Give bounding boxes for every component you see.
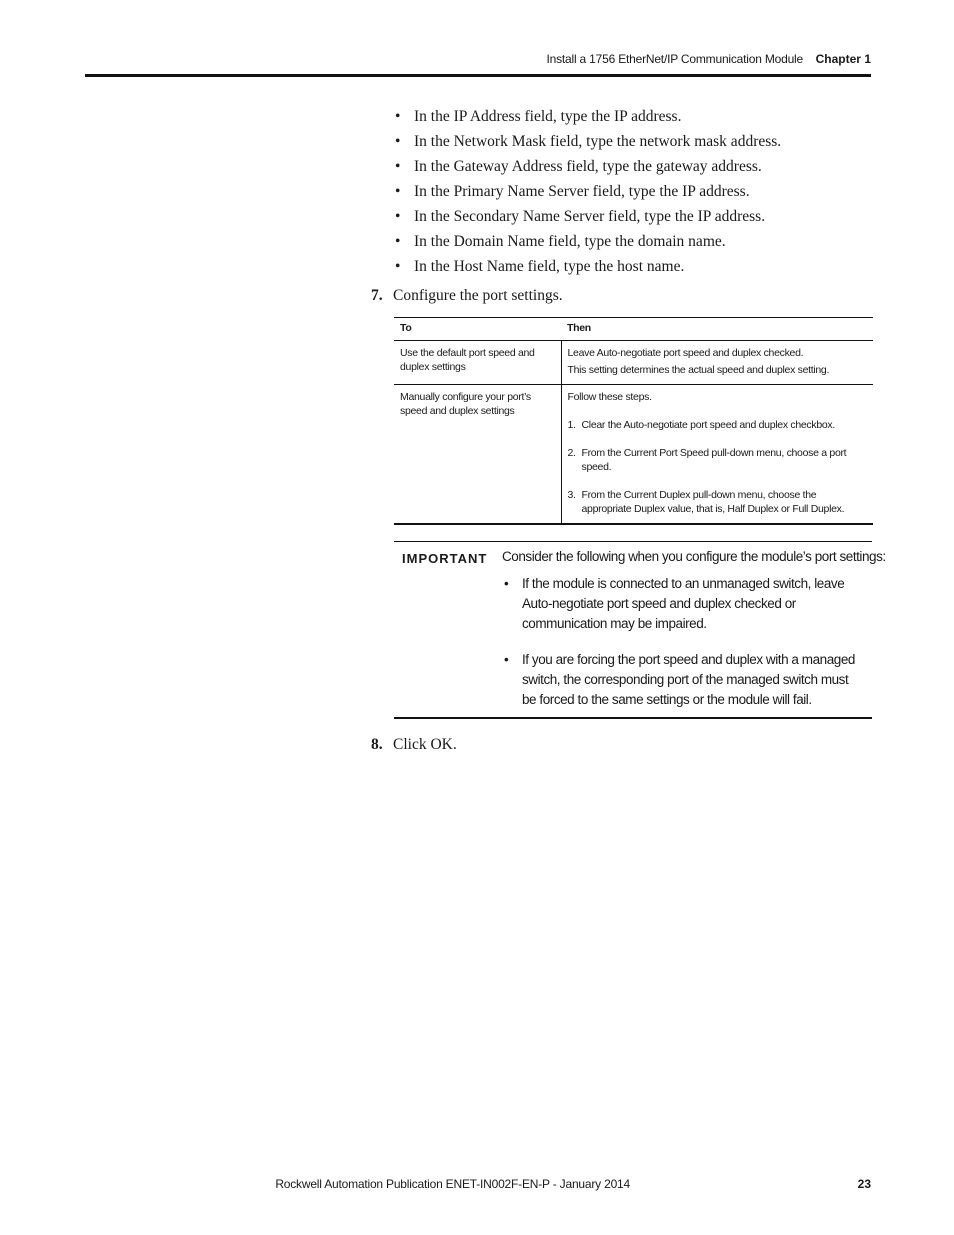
bullet-item-host-name: • In the Host Name field, type the host name. (395, 258, 685, 275)
list-item: • If you are forcing the port speed and duplex with a managed switch, the corresponding port of the managed switch must be forced to the same settings or the module will fail. (504, 652, 855, 707)
ip-settings-bullet-list (393, 107, 873, 282)
table-cell-then: Follow these steps. 1. Clear the Auto-negotiate port speed and duplex checkbox. 2. From the Current Port Speed pull-down menu, choose a port speed. 3. From the Current Duplex pull-down menu, choose the appropriate Duplex value, that is, Half Duplex or Full Duplex. (561, 385, 873, 525)
list-item: 3. From the Current Duplex pull-down menu, choose the appropriate Duplex value, that is, Half Duplex or Full Duplex. (567, 489, 845, 515)
bullet-item-gateway: • In the Gateway Address field, type the gateway address. (395, 158, 762, 175)
column-header-to: To (394, 318, 561, 341)
table-row (394, 341, 873, 385)
header-chapter: Chapter 1 (815, 52, 871, 66)
page-footer (85, 1177, 871, 1193)
bullet-glyph: • (395, 258, 401, 275)
important-intro: Consider the following when you configure the module’s port settings: (502, 549, 886, 564)
bullet-glyph: • (395, 233, 401, 250)
bullet-glyph: • (504, 652, 509, 667)
important-list (502, 574, 862, 710)
bullet-glyph: • (504, 576, 509, 591)
bullet-glyph: • (395, 183, 401, 200)
publication-info: Rockwell Automation Publication ENET-IN002F-EN-P - January 2014 (275, 1177, 630, 1191)
table-cell-to: Use the default port speed and duplex settings (394, 341, 561, 385)
header-title: Install a 1756 EtherNet/IP Communication Module (546, 52, 803, 66)
page-number: 23 (857, 1177, 871, 1191)
bullet-item-ip-address: • In the IP Address field, type the IP address. (395, 108, 682, 125)
table-cell-then: Leave Auto-negotiate port speed and duplex checked. This setting determines the actual speed and duplex setting. (561, 341, 873, 385)
list-item: 2. From the Current Port Speed pull-down menu, choose a port speed. (567, 447, 847, 473)
page-header (85, 52, 871, 68)
table-cell-to: Manually configure your port’s speed and duplex settings (394, 385, 561, 525)
bullet-glyph: • (395, 108, 401, 125)
column-header-then: Then (561, 318, 873, 341)
list-item: 1. Clear the Auto-negotiate port speed and duplex checkbox. (567, 419, 835, 431)
bullet-item-secondary-dns: • In the Secondary Name Server field, type the IP address. (395, 208, 766, 225)
step-text: Configure the port settings. (393, 287, 563, 304)
bullet-item-network-mask: • In the Network Mask field, type the network mask address. (395, 133, 782, 150)
step-number: 7. (371, 287, 383, 304)
step-text: Click OK. (393, 736, 457, 753)
step-number: 8. (371, 736, 383, 753)
list-item: • If the module is connected to an unmanaged switch, leave Auto-negotiate port speed and duplex checked or communication may be impaired. (504, 576, 845, 631)
bullet-item-domain-name: • In the Domain Name field, type the domain name. (395, 233, 726, 250)
port-config-steps (568, 418, 869, 516)
bullet-glyph: • (395, 208, 401, 225)
bullet-glyph: • (395, 158, 401, 175)
important-label: IMPORTANT (402, 551, 488, 566)
header-rule (85, 74, 871, 77)
port-settings-table (394, 317, 873, 525)
bullet-glyph: • (395, 133, 401, 150)
bullet-item-primary-dns: • In the Primary Name Server field, type the IP address. (395, 183, 750, 200)
table-row (394, 385, 873, 525)
table-header-row (394, 318, 873, 341)
important-callout (394, 541, 886, 719)
